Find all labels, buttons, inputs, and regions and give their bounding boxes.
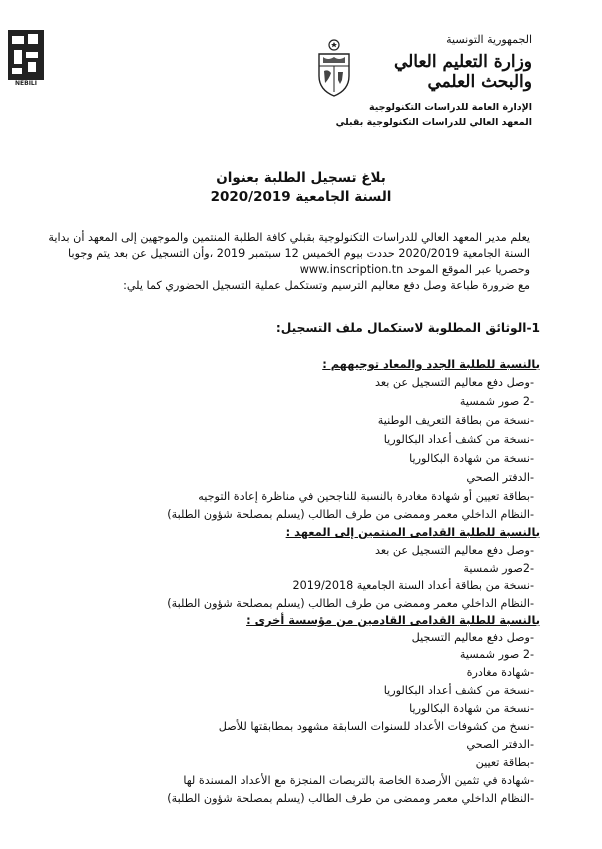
list-item: -شهادة مغادرة — [466, 666, 534, 679]
ministry-name — [394, 52, 532, 92]
list-item: -شهادة في تثمين الأرصدة الخاصة بالتربصات المنجزة مع الأعداد المسندة لها — [183, 774, 534, 787]
list-item: -2صور شمسية — [463, 562, 534, 575]
list-item: -نسخة من كشف أعداد البكالوريا — [383, 684, 534, 697]
republic-label: الجمهورية التونسية — [446, 33, 532, 46]
list-item: -وصل دفع معاليم التسجيل — [411, 631, 534, 644]
list-item: -بطاقة تعيين أو شهادة مغادرة بالنسبة للناجحين في مناظرة إعادة التوجيه — [198, 490, 534, 503]
list-item: -نسخة من كشف أعداد البكالوريا — [383, 433, 534, 446]
list-item: -الدفتر الصحي — [466, 471, 534, 484]
list-item: -نسخ من كشوفات الأعداد للسنوات السابقة مشهود بمطابقتها للأصل — [218, 720, 534, 733]
intro-line-4: مع ضرورة طباعة وصل دفع معاليم الترسيم وتستكمل عملية التسجيل الحضوري كما يلي: — [123, 279, 530, 292]
notice-title: بلاغ تسجيل الطلبة بعنوان — [216, 170, 386, 186]
list-item: -2 صور شمسية — [459, 395, 534, 408]
intro-line-3: وحصريا عبر الموقع الموحد www.inscription.tn — [299, 263, 530, 276]
ministry-line-1: وزارة التعليم العالي — [393, 52, 532, 72]
list-item: -نسخة من شهادة البكالوريا — [409, 452, 534, 465]
list-item: -النظام الداخلي معمر وممضى من طرف الطالب (يسلم بمصلحة شؤون الطلبة) — [167, 792, 534, 805]
old-students-heading: بالنسبة للطلبة القدامى المنتمين إلى المعهد : — [285, 525, 540, 539]
ministry-line-2: والبحث العلمي — [427, 72, 532, 92]
transfer-students-heading: بالنسبة للطلبة القدامى القادمين من مؤسسة أخرى : — [246, 613, 540, 627]
institute-logo — [8, 30, 44, 90]
list-item: -نسخة من شهادة البكالوريا — [409, 702, 534, 715]
list-item: -نسخة من بطاقة التعريف الوطنية — [377, 414, 534, 427]
list-item: -نسخة من بطاقة أعداد السنة الجامعية 2019/2018 — [292, 579, 534, 592]
intro-line-1: يعلم مدير المعهد العالي للدراسات التكنولوجية بقبلي كافة الطلبة المنتمين والموجهين إلى المعهد أن بداية — [48, 231, 530, 244]
national-emblem — [313, 38, 355, 100]
list-item: -2 صور شمسية — [459, 648, 534, 661]
new-students-heading: بالنسبة للطلبة الجدد والمعاد توجيههم : — [322, 357, 540, 371]
intro-line-2: السنة الجامعية 2020/2019 حددت بيوم الخميس 12 سبتمبر 2019 ،وأن التسجيل عن بعد يتم وجوبا — [68, 247, 530, 260]
list-item: -وصل دفع معاليم التسجيل عن بعد — [374, 376, 534, 389]
section-1-title: 1-الوثائق المطلوبة لاستكمال ملف التسجيل: — [275, 321, 540, 335]
list-item: -الدفتر الصحي — [466, 738, 534, 751]
academic-year-title: السنة الجامعية 2020/2019 — [210, 189, 392, 205]
list-item: -النظام الداخلي معمر وممضى من طرف الطالب (يسلم بمصلحة شؤون الطلبة) — [167, 597, 534, 610]
list-item: -النظام الداخلي معمر وممضى من طرف الطالب (يسلم بمصلحة شؤون الطلبة) — [167, 508, 534, 521]
logo-caption: NEBILI — [8, 80, 44, 87]
institute-name: المعهد العالي للدراسات التكنولوجية بقبلي — [335, 117, 532, 128]
list-item: -وصل دفع معاليم التسجيل عن بعد — [374, 544, 534, 557]
list-item: -بطاقة تعيين — [475, 756, 534, 769]
directorate-name: الإدارة العامة للدراسات التكنولوجية — [368, 102, 532, 113]
